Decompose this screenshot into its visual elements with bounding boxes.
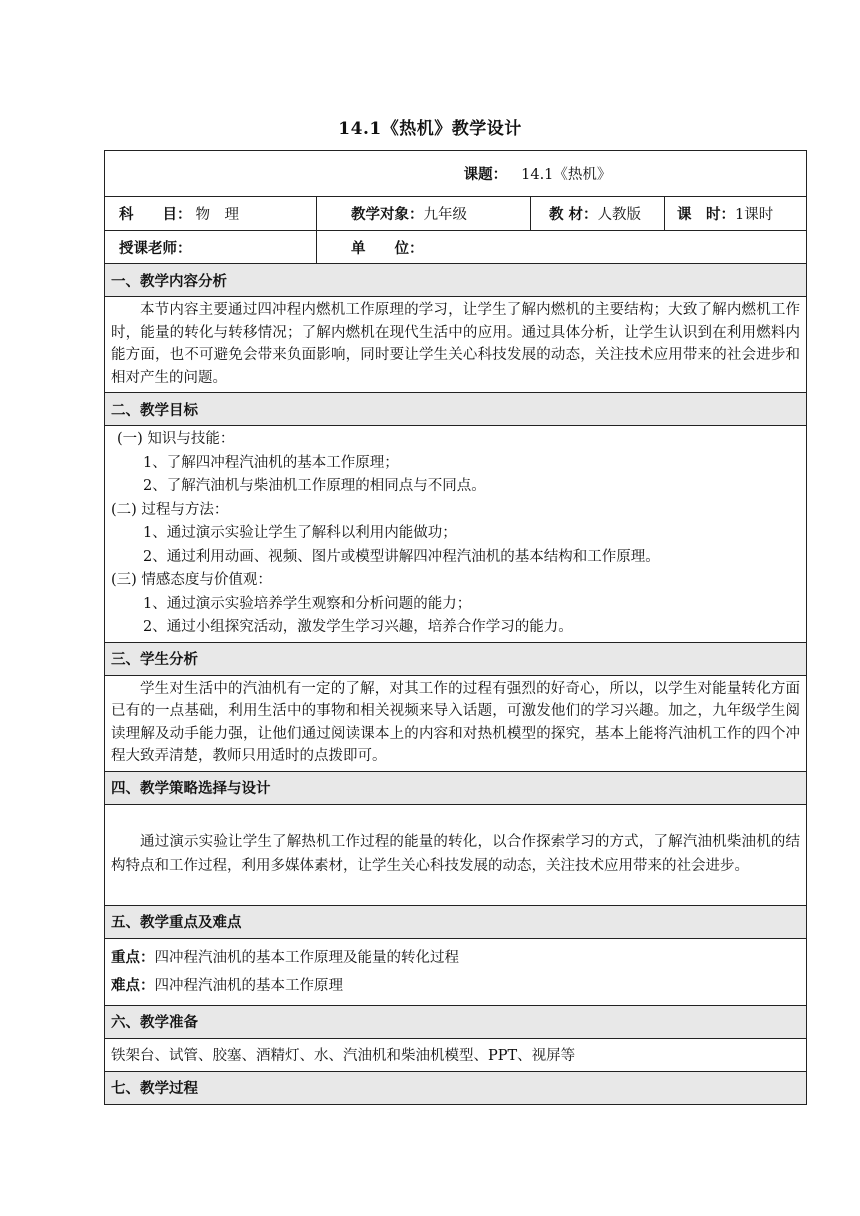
goal-item: 1、通过演示实验培养学生观察和分析问题的能力； bbox=[143, 595, 472, 612]
subject-value: 物 理 bbox=[195, 207, 239, 223]
textbook-cell bbox=[531, 197, 665, 231]
key-point-text: 四冲程汽油机的基本工作原理及能量的转化过程 bbox=[154, 949, 459, 966]
preparation-text: 铁架台、试管、胶塞、酒精灯、水、汽油机和柴油机模型、PPT、视屏等 bbox=[105, 1038, 807, 1071]
document-title: 14.1《热机》教学设计 bbox=[338, 119, 522, 139]
teacher-row bbox=[105, 231, 807, 264]
unit-cell bbox=[317, 231, 807, 264]
difficult-point-line bbox=[111, 972, 800, 1000]
goal-category: (一) 知识与技能： bbox=[117, 431, 235, 447]
goal-item: 1、通过演示实验让学生了解科以利用内能做功； bbox=[143, 525, 457, 541]
lesson-plan-table bbox=[104, 150, 807, 1105]
section-header-key-points bbox=[105, 905, 807, 938]
key-point-line bbox=[111, 944, 800, 972]
hours-label: 课 时： bbox=[677, 206, 735, 223]
goal-category: (三) 情感态度与价值观： bbox=[111, 572, 272, 588]
section-header-student-analysis bbox=[105, 642, 807, 675]
preparation-row bbox=[105, 1038, 807, 1071]
difficult-point-text: 四冲程汽油机的基本工作原理 bbox=[154, 977, 343, 994]
goal-item: 2、了解汽油机与柴油机工作原理的相同点与不同点。 bbox=[143, 478, 486, 494]
section-header-content-analysis bbox=[105, 264, 807, 297]
section-header-strategy bbox=[105, 771, 807, 804]
goal-category: (二) 过程与方法： bbox=[111, 501, 229, 518]
audience-value: 九年级 bbox=[423, 207, 467, 223]
topic-value: 14.1《热机》 bbox=[521, 167, 612, 183]
difficult-point-label: 难点： bbox=[111, 976, 155, 994]
meta-row bbox=[105, 197, 807, 231]
student-analysis-text: 学生对生活中的汽油机有一定的了解，对其工作的过程有强烈的好奇心，所以，以学生对能量转化方面已有的一点基础，利用生活中的事物和相关视频来导入话题，可激发他们的学习兴趣。加之，九年级学生阅读理解及动手能力强，让他们通过阅读课本上的内容和对热机模型的探究，基本上能将汽油机工作的四个冲程大致弄清楚，教师只用适时的点拨即可。 bbox=[105, 675, 807, 771]
key-point-label: 重点： bbox=[111, 948, 155, 966]
topic-cell bbox=[105, 151, 807, 197]
goal-item: 2、通过小组探究活动，激发学生学习兴趣，培养合作学习的能力。 bbox=[143, 619, 573, 635]
strategy-text: 通过演示实验让学生了解热机工作过程的能量的转化，以合作探索学习的方式，了解汽油机柴油机的结构特点和工作过程，利用多媒体素材，让学生关心科技发展的动态，关注技术应用带来的社会进步。 bbox=[105, 804, 807, 905]
content-analysis-heading: 一、教学内容分析 bbox=[105, 264, 807, 297]
teacher-cell bbox=[105, 231, 317, 264]
unit-label: 单 位： bbox=[351, 239, 424, 257]
student-analysis-heading: 三、学生分析 bbox=[105, 642, 807, 675]
teacher-label: 授课老师： bbox=[119, 239, 192, 257]
strategy-heading: 四、教学策略选择与设计 bbox=[105, 771, 807, 804]
audience-label: 教学对象： bbox=[351, 206, 424, 223]
textbook-value: 人教版 bbox=[597, 207, 642, 223]
topic-label: 课题： bbox=[463, 166, 508, 183]
hours-value: 1课时 bbox=[735, 207, 774, 223]
subject-label: 科 目： bbox=[119, 206, 192, 223]
goal-item: 2、通过利用动画、视频、图片或模型讲解四冲程汽油机的基本结构和工作原理。 bbox=[143, 548, 660, 565]
content-analysis-text: 本节内容主要通过四冲程内燃机工作原理的学习，让学生了解内燃机的主要结构；大致了解内燃机工作时，能量的转化与转移情况；了解内燃机在现代生活中的应用。通过具体分析，让学生认识到在利用燃料内能方面，也不可避免会带来负面影响，同时要让学生关心科技发展的动态，关注技术应用带来的社会进步和相对产生的问题。 bbox=[105, 297, 807, 393]
preparation-heading: 六、教学准备 bbox=[105, 1005, 807, 1038]
key-points-cell bbox=[105, 938, 807, 1005]
goals-row bbox=[105, 426, 807, 643]
strategy-row bbox=[105, 804, 807, 905]
goals-heading: 二、教学目标 bbox=[105, 393, 807, 426]
audience-cell bbox=[317, 197, 531, 231]
topic-row bbox=[105, 151, 807, 197]
content-analysis-row bbox=[105, 297, 807, 393]
key-points-row bbox=[105, 938, 807, 1005]
subject-cell bbox=[105, 197, 317, 231]
key-points-heading: 五、教学重点及难点 bbox=[105, 905, 807, 938]
goal-item: 1、了解四冲程汽油机的基本工作原理； bbox=[143, 454, 399, 471]
goals-cell bbox=[105, 426, 807, 643]
section-header-goals bbox=[105, 393, 807, 426]
section-header-process bbox=[105, 1071, 807, 1104]
student-analysis-row bbox=[105, 675, 807, 771]
process-heading: 七、教学过程 bbox=[105, 1071, 807, 1104]
hours-cell bbox=[665, 197, 807, 231]
section-header-preparation bbox=[105, 1005, 807, 1038]
textbook-label: 教 材： bbox=[549, 206, 598, 223]
